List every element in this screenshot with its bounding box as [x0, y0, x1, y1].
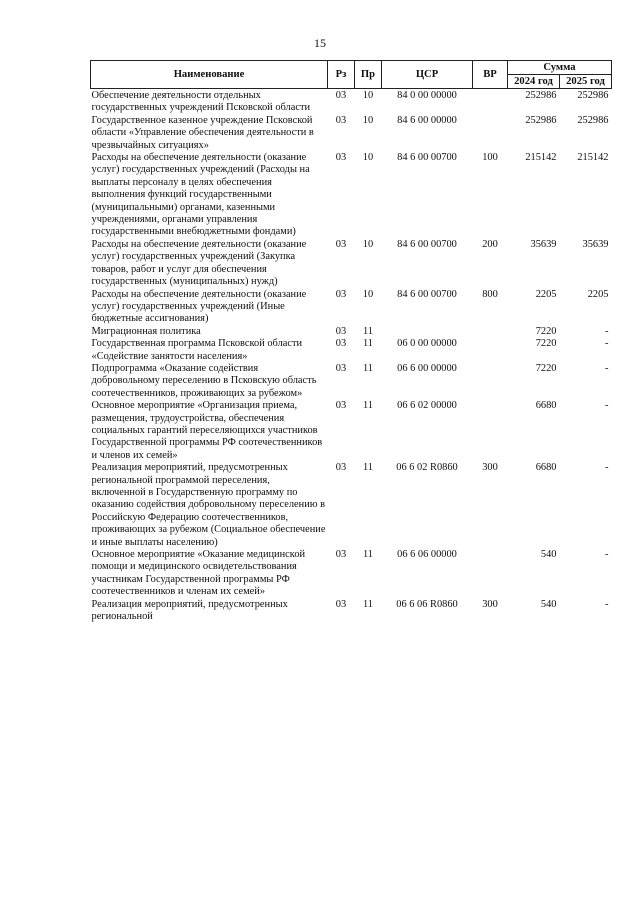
cell-sum-2024: 6680 [535, 462, 557, 474]
cell-sum-2025: 35639 [582, 238, 609, 250]
header-csr: ЦСР [382, 61, 473, 89]
cell-name: Расходы на обеспечение деятельности (оказание услуг) государственных учреждений (Иные бюджетные ассигнования) [91, 288, 307, 325]
table-row [91, 363, 612, 400]
cell-csr: 06 6 06 00000 [397, 549, 457, 561]
cell-rz: 03 [335, 598, 347, 610]
table-row [91, 549, 612, 599]
cell-sum-2024: 252986 [525, 114, 557, 126]
cell-sum-2024: 540 [540, 549, 557, 561]
cell-name: Государственная программа Псковской области «Содействие занятости населения» [91, 338, 303, 362]
cell-pr: 10 [362, 238, 374, 250]
cell-pr: 11 [362, 325, 373, 337]
cell-name: Расходы на обеспечение деятельности (оказание услуг) государственных учреждений (Расходы на выплаты персоналу в целях обеспечения выполнения функций государственными (муниципальными) органами, казенными учреждениями, органами управления государственными внебюджетными фондами) [91, 152, 310, 238]
cell-rz: 03 [335, 152, 347, 164]
cell-sum-2025: 2205 [587, 288, 609, 300]
cell-name: Подпрограмма «Оказание содействия добровольному переселению в Псковскую область соотечественников, проживающих за рубежом» [91, 362, 317, 399]
budget-table [90, 60, 612, 623]
cell-rz: 03 [335, 549, 347, 561]
table-row [91, 338, 612, 363]
header-name: Наименование [91, 61, 328, 89]
table-row [91, 89, 612, 115]
cell-sum-2025: 215142 [577, 152, 609, 164]
cell-pr: 10 [362, 152, 374, 164]
cell-name: Основное мероприятие «Организация приема, размещения, трудоустройства, обеспечения социальных гарантий переселяющихся участников Государственной программы РФ соотечественников и членов их семей» [91, 400, 323, 461]
cell-name: Обеспечение деятельности отдельных государственных учреждений Псковской области [91, 90, 311, 114]
cell-vr [473, 338, 508, 363]
cell-vr [473, 363, 508, 400]
table-row [91, 239, 612, 289]
table-row [91, 400, 612, 462]
cell-sum-2024: 7220 [535, 338, 557, 350]
cell-name: Расходы на обеспечение деятельности (оказание услуг) государственных учреждений (Закупка товаров, работ и услуг для обеспечения государственных (муниципальных) нужд) [91, 238, 307, 288]
header-year-2024: 2024 год [508, 75, 560, 89]
cell-csr: 84 0 00 00000 [397, 90, 457, 101]
cell-sum-2024: 2205 [535, 288, 557, 300]
header-pr: Пр [355, 61, 382, 89]
table-row [91, 462, 612, 549]
cell-sum-2024: 35639 [530, 238, 557, 250]
cell-name: Реализация мероприятий, предусмотренных региональной программой переселения, включенной в Государственную программу по оказанию содействия добровольному переселению в Российскую Федерацию соотечественников, проживающих за рубежом (Социальное обеспечение и иные выплаты населению) [91, 462, 326, 548]
cell-rz: 03 [335, 288, 347, 300]
cell-name: Миграционная политика [91, 325, 201, 337]
cell-vr [473, 89, 508, 115]
cell-vr: 200 [482, 238, 498, 250]
cell-rz: 03 [335, 338, 347, 350]
cell-rz: 03 [335, 238, 347, 250]
cell-vr: 300 [482, 598, 498, 610]
header-year-2025: 2025 год [560, 75, 612, 89]
cell-sum-2025: - [605, 325, 609, 337]
cell-sum-2025: 252986 [577, 90, 609, 101]
cell-rz: 03 [335, 400, 347, 412]
header-rz: Рз [328, 61, 355, 89]
cell-pr: 11 [362, 338, 373, 350]
cell-rz: 03 [335, 462, 347, 474]
cell-name: Реализация мероприятий, предусмотренных региональной [91, 598, 288, 623]
cell-vr [473, 400, 508, 462]
cell-pr: 11 [362, 462, 373, 474]
table-row [91, 115, 612, 152]
cell-vr [473, 549, 508, 599]
cell-sum-2024: 252986 [525, 90, 557, 101]
table-body [91, 89, 612, 624]
page-number: 15 [314, 36, 326, 50]
cell-vr: 100 [482, 152, 498, 164]
table-header [91, 61, 612, 89]
cell-sum-2025: - [605, 338, 609, 350]
cell-rz: 03 [335, 90, 347, 101]
cell-pr: 10 [362, 90, 374, 101]
cell-name: Основное мероприятие «Оказание медицинской помощи и медицинского освидетельствования участникам Государственной программы РФ соотечественников и членам их семей» [91, 549, 306, 598]
cell-sum-2024: 7220 [535, 325, 557, 337]
header-vr: ВР [473, 61, 508, 89]
cell-vr [473, 115, 508, 152]
cell-pr: 11 [362, 549, 373, 561]
cell-sum-2025: - [605, 598, 609, 610]
cell-csr: 06 6 02 R0860 [396, 462, 458, 474]
cell-pr: 11 [362, 598, 373, 610]
cell-csr: 84 6 00 00700 [397, 288, 457, 300]
cell-sum-2025: - [605, 462, 609, 474]
cell-rz: 03 [335, 114, 347, 126]
cell-csr: 06 0 00 00000 [397, 338, 457, 350]
cell-sum-2024: 540 [540, 598, 557, 610]
cell-pr: 11 [362, 400, 373, 412]
cell-sum-2024: 7220 [535, 362, 557, 374]
cell-sum-2025: 252986 [577, 114, 609, 126]
cell-vr [473, 326, 508, 338]
table-row [91, 326, 612, 338]
cell-csr: 06 6 06 R0860 [396, 598, 458, 610]
table-row [91, 152, 612, 239]
cell-pr: 10 [362, 114, 374, 126]
cell-rz: 03 [335, 325, 347, 337]
cell-name: Государственное казенное учреждение Псковской области «Управление обеспечения деятельности в чрезвычайных ситуациях» [91, 114, 314, 151]
cell-vr: 800 [482, 288, 498, 300]
cell-sum-2025: - [605, 400, 609, 412]
cell-sum-2025: - [605, 362, 609, 374]
cell-sum-2024: 215142 [525, 152, 557, 164]
cell-vr: 300 [482, 462, 498, 474]
cell-csr [382, 326, 473, 338]
cell-sum-2024: 6680 [535, 400, 557, 412]
cell-csr: 84 6 00 00700 [397, 238, 457, 250]
cell-rz: 03 [335, 362, 347, 374]
cell-csr: 06 6 02 00000 [397, 400, 457, 412]
cell-pr: 10 [362, 288, 374, 300]
cell-csr: 84 6 00 00000 [397, 114, 457, 126]
cell-csr: 84 6 00 00700 [397, 152, 457, 164]
header-sum: Сумма [508, 61, 612, 75]
table-row [91, 599, 612, 624]
cell-pr: 11 [362, 362, 373, 374]
cell-sum-2025: - [605, 549, 609, 561]
cell-csr: 06 6 00 00000 [397, 362, 457, 374]
table-row [91, 289, 612, 326]
